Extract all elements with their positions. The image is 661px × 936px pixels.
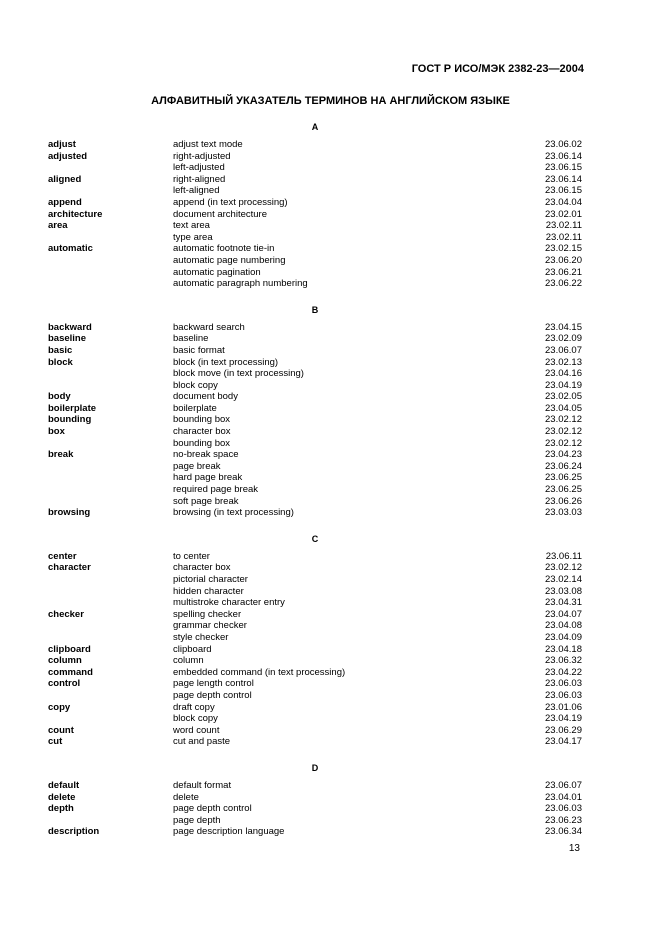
term-description: column	[173, 655, 204, 667]
term-description: page length control	[173, 678, 254, 690]
index-term: center	[48, 550, 77, 562]
term-description: automatic paragraph numbering	[173, 278, 308, 290]
index-row	[48, 232, 582, 244]
term-description: character box	[173, 562, 231, 574]
index-row	[48, 174, 582, 186]
term-description: browsing (in text processing)	[173, 507, 294, 519]
term-description: no-break space	[173, 449, 239, 461]
term-description: page description language	[173, 826, 285, 838]
term-description: cut and paste	[173, 736, 231, 748]
term-code: 23.02.09	[545, 333, 582, 345]
term-description: automatic footnote tie-in	[173, 243, 275, 255]
term-code: 23.06.25	[545, 472, 582, 484]
index-term: append	[48, 196, 82, 208]
index-term: depth	[48, 803, 74, 815]
index-term: break	[48, 449, 74, 461]
term-description: append (in text processing)	[173, 196, 288, 208]
index-row	[48, 322, 582, 334]
index-row	[48, 815, 582, 827]
index-row	[48, 162, 582, 174]
index-row	[48, 702, 582, 714]
term-description: multistroke character entry	[173, 597, 285, 609]
term-description: character box	[173, 426, 231, 438]
index-row	[48, 792, 582, 804]
index-row	[48, 620, 582, 632]
term-code: 23.02.01	[545, 208, 582, 220]
term-description: page break	[173, 460, 221, 472]
term-description: block move (in text processing)	[173, 368, 304, 380]
term-code: 23.06.11	[545, 550, 582, 562]
index-row	[48, 139, 582, 151]
term-code: 23.03.08	[545, 585, 582, 597]
term-code: 23.04.07	[545, 608, 582, 620]
index-row	[48, 736, 582, 748]
index-term: delete	[48, 791, 76, 803]
page-title: АЛФАВИТНЫЙ УКАЗАТЕЛЬ ТЕРМИНОВ НА АНГЛИЙСКОМ ЯЗЫКЕ	[151, 95, 510, 107]
index-row	[48, 357, 582, 369]
index-term: adjust	[48, 139, 76, 150]
term-code: 23.02.12	[545, 414, 582, 426]
term-description: spelling checker	[173, 608, 242, 620]
term-code: 23.06.25	[545, 484, 582, 496]
section-letter: C	[311, 533, 319, 544]
term-code: 23.04.04	[545, 196, 582, 208]
term-code: 23.04.09	[545, 631, 582, 643]
index-row	[48, 472, 582, 484]
term-code: 23.06.14	[545, 150, 582, 162]
term-code: 23.06.15	[545, 162, 582, 174]
index-section	[48, 534, 582, 748]
index-term: clipboard	[48, 643, 91, 655]
term-description: bounding box	[173, 414, 231, 426]
index-row	[48, 484, 582, 496]
term-description: document architecture	[173, 208, 267, 220]
index-row	[48, 438, 582, 450]
term-code: 23.04.23	[545, 449, 582, 461]
index-row	[48, 345, 582, 357]
index-row	[48, 725, 582, 737]
term-code: 23.02.11	[545, 220, 582, 232]
index-row	[48, 609, 582, 621]
term-code: 23.04.08	[545, 620, 582, 632]
index-row	[48, 655, 582, 667]
index-row	[48, 586, 582, 598]
index-row	[48, 197, 582, 209]
index-row	[48, 185, 582, 197]
term-description: basic format	[173, 344, 225, 356]
index-term: character	[48, 562, 91, 574]
term-code: 23.02.14	[545, 574, 582, 585]
term-description: text area	[173, 220, 210, 232]
term-description: adjust text mode	[173, 139, 243, 150]
index-row	[48, 496, 582, 508]
index-term: basic	[48, 344, 73, 356]
index-term: boilerplate	[48, 402, 97, 414]
term-description: style checker	[173, 631, 229, 643]
term-code: 23.06.29	[545, 724, 582, 736]
index-row	[48, 403, 582, 415]
term-code: 23.01.06	[545, 701, 582, 713]
term-description: block (in text processing)	[173, 356, 279, 368]
index-term: command	[48, 666, 93, 678]
term-code: 23.06.07	[545, 779, 582, 791]
index-row	[48, 461, 582, 473]
index-row	[48, 391, 582, 403]
index-row	[48, 713, 582, 725]
term-code: 23.04.31	[545, 597, 582, 609]
term-code: 23.04.19	[545, 713, 582, 725]
term-index	[48, 122, 582, 853]
page-number: 13	[568, 843, 580, 854]
index-row	[48, 220, 582, 232]
term-description: boilerplate	[173, 402, 217, 414]
term-code: 23.06.07	[545, 344, 582, 356]
term-code: 23.04.01	[545, 791, 582, 803]
term-description: required page break	[173, 484, 259, 496]
term-description: page depth control	[173, 803, 252, 815]
term-code: 23.06.24	[545, 460, 582, 472]
index-row	[48, 632, 582, 644]
term-code: 23.04.18	[545, 643, 582, 655]
index-term: control	[48, 678, 81, 690]
index-row	[48, 562, 582, 574]
term-code: 23.02.12	[545, 562, 582, 574]
index-term: box	[48, 426, 65, 438]
index-row	[48, 209, 582, 221]
index-row	[48, 574, 582, 586]
term-description: default format	[173, 779, 232, 791]
term-code: 23.06.03	[545, 689, 582, 701]
term-code: 23.02.05	[545, 391, 582, 403]
term-description: embedded command (in text processing)	[173, 666, 346, 678]
term-description: grammar checker	[173, 620, 247, 632]
term-code: 23.04.19	[545, 379, 582, 391]
term-description: page depth control	[173, 689, 252, 701]
index-term: bounding	[48, 414, 92, 426]
document-standard-header: ГОСТ Р ИСО/МЭК 2382-23—2004	[411, 63, 584, 75]
index-term: block	[48, 356, 73, 368]
term-code: 23.02.15	[545, 243, 582, 255]
term-description: block copy	[173, 379, 218, 391]
term-code: 23.06.14	[545, 173, 582, 185]
index-row	[48, 255, 582, 267]
index-term: body	[48, 391, 71, 403]
index-row	[48, 243, 582, 255]
term-code: 23.02.13	[545, 356, 582, 368]
index-row	[48, 267, 582, 279]
index-row	[48, 333, 582, 345]
term-description: automatic pagination	[173, 266, 261, 278]
term-description: soft page break	[173, 495, 239, 507]
term-description: hard page break	[173, 472, 243, 484]
index-row	[48, 644, 582, 656]
term-code: 23.06.20	[545, 254, 582, 266]
index-section	[48, 763, 582, 838]
index-row	[48, 826, 582, 838]
index-term: backward	[48, 321, 92, 333]
index-term: adjusted	[48, 150, 88, 162]
section-letter: D	[311, 762, 319, 773]
term-description: document body	[173, 391, 238, 403]
index-term: automatic	[48, 243, 93, 255]
section-letter: A	[311, 122, 319, 132]
term-code: 23.04.17	[545, 736, 582, 748]
term-code: 23.06.23	[545, 814, 582, 826]
term-description: right-aligned	[173, 173, 226, 185]
term-description: pictorial character	[173, 574, 248, 585]
index-row	[48, 426, 582, 438]
section-letter: B	[311, 304, 319, 315]
index-row	[48, 690, 582, 702]
term-code: 23.06.03	[545, 678, 582, 690]
term-description: word count	[173, 724, 220, 736]
index-row	[48, 278, 582, 290]
index-section	[48, 122, 582, 290]
term-code: 23.06.34	[545, 826, 582, 838]
index-term: browsing	[48, 507, 91, 519]
term-code: 23.02.12	[545, 426, 582, 438]
index-term: aligned	[48, 173, 82, 185]
term-code: 23.02.12	[545, 437, 582, 449]
term-code: 23.02.11	[545, 231, 582, 243]
term-code: 23.06.15	[545, 185, 582, 197]
term-code: 23.06.26	[545, 495, 582, 507]
index-term: count	[48, 724, 74, 736]
term-description: left-adjusted	[173, 162, 225, 174]
term-description: clipboard	[173, 643, 212, 655]
index-term: area	[48, 220, 68, 232]
index-row	[48, 678, 582, 690]
index-term: default	[48, 779, 80, 791]
term-description: draft copy	[173, 701, 215, 713]
term-description: left-aligned	[173, 185, 220, 197]
term-code: 23.04.16	[545, 368, 582, 380]
term-description: right-adjusted	[173, 150, 231, 162]
index-row	[48, 551, 582, 563]
term-code: 23.06.22	[545, 278, 582, 290]
index-term: copy	[48, 701, 71, 713]
term-description: bounding box	[173, 437, 231, 449]
term-description: page depth	[173, 814, 221, 826]
term-code: 23.06.21	[545, 266, 582, 278]
index-row	[48, 507, 582, 519]
index-row	[48, 414, 582, 426]
term-description: to center	[173, 550, 210, 562]
index-term: baseline	[48, 333, 87, 345]
term-description: block copy	[173, 713, 218, 725]
index-row	[48, 151, 582, 163]
index-term: checker	[48, 608, 84, 620]
term-code: 23.06.02	[545, 139, 582, 150]
term-description: type area	[173, 231, 213, 243]
term-description: delete	[173, 791, 199, 803]
term-code: 23.06.32	[545, 655, 582, 667]
term-code: 23.04.15	[545, 321, 582, 333]
index-term: column	[48, 655, 82, 667]
term-description: baseline	[173, 333, 209, 345]
term-code: 23.06.03	[545, 803, 582, 815]
term-code: 23.04.22	[545, 666, 582, 678]
index-row	[48, 667, 582, 679]
term-code: 23.03.03	[545, 507, 582, 519]
index-row	[48, 803, 582, 815]
term-description: backward search	[173, 321, 245, 333]
index-row	[48, 597, 582, 609]
index-term: cut	[48, 736, 63, 748]
term-description: automatic page numbering	[173, 254, 286, 266]
index-section	[48, 305, 582, 519]
index-row	[48, 780, 582, 792]
index-row	[48, 380, 582, 392]
index-row	[48, 368, 582, 380]
index-row	[48, 449, 582, 461]
term-description: hidden character	[173, 585, 244, 597]
index-term: architecture	[48, 208, 103, 220]
term-code: 23.04.05	[545, 402, 582, 414]
index-term: description	[48, 826, 100, 838]
